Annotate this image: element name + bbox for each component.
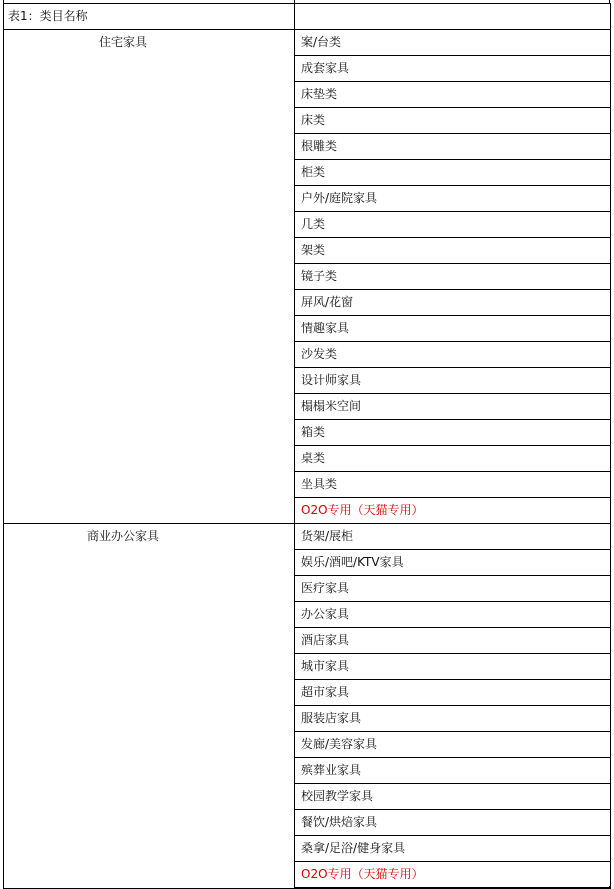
category-item: 架类 — [295, 238, 611, 264]
group-name-cell: 商业办公家具 — [4, 524, 295, 889]
category-item: 案/台类 — [295, 30, 611, 56]
category-item: 发廊/美容家具 — [295, 732, 611, 758]
table-row — [4, 30, 611, 56]
category-item: 城市家具 — [295, 654, 611, 680]
category-item: 服装店家具 — [295, 706, 611, 732]
category-item: 镜子类 — [295, 264, 611, 290]
category-item: 货架/展柜 — [295, 524, 611, 550]
category-item: 餐饮/烘焙家具 — [295, 810, 611, 836]
category-item: 医疗家具 — [295, 576, 611, 602]
category-item: 桌类 — [295, 446, 611, 472]
category-item-highlighted: O2O专用（天猫专用） — [295, 862, 611, 889]
table-title: 表1：类目名称 — [4, 4, 295, 30]
category-item: 桑拿/足浴/健身家具 — [295, 836, 611, 862]
category-item: 办公家具 — [295, 602, 611, 628]
category-item: 床类 — [295, 108, 611, 134]
title-row — [4, 4, 611, 30]
category-item: 沙发类 — [295, 342, 611, 368]
category-item: 酒店家具 — [295, 628, 611, 654]
category-item: 殡葬业家具 — [295, 758, 611, 784]
category-table — [3, 3, 611, 889]
category-item: 床垫类 — [295, 82, 611, 108]
category-item: 校园教学家具 — [295, 784, 611, 810]
category-item: 榻榻米空间 — [295, 394, 611, 420]
category-item: 箱类 — [295, 420, 611, 446]
category-item: 户外/庭院家具 — [295, 186, 611, 212]
category-item: 屏风/花窗 — [295, 290, 611, 316]
category-item: 超市家具 — [295, 680, 611, 706]
category-item: 设计师家具 — [295, 368, 611, 394]
category-item: 情趣家具 — [295, 316, 611, 342]
category-item: 柜类 — [295, 160, 611, 186]
category-item: 成套家具 — [295, 56, 611, 82]
group-name-cell: 住宅家具 — [4, 30, 295, 524]
table-row — [4, 524, 611, 550]
category-item: 根雕类 — [295, 134, 611, 160]
category-item: 坐具类 — [295, 472, 611, 498]
category-item-highlighted: O2O专用（天猫专用） — [295, 498, 611, 524]
category-table-body — [4, 4, 611, 889]
category-item: 娱乐/酒吧/KTV家具 — [295, 550, 611, 576]
title-row-empty-cell — [295, 4, 611, 30]
category-item: 几类 — [295, 212, 611, 238]
